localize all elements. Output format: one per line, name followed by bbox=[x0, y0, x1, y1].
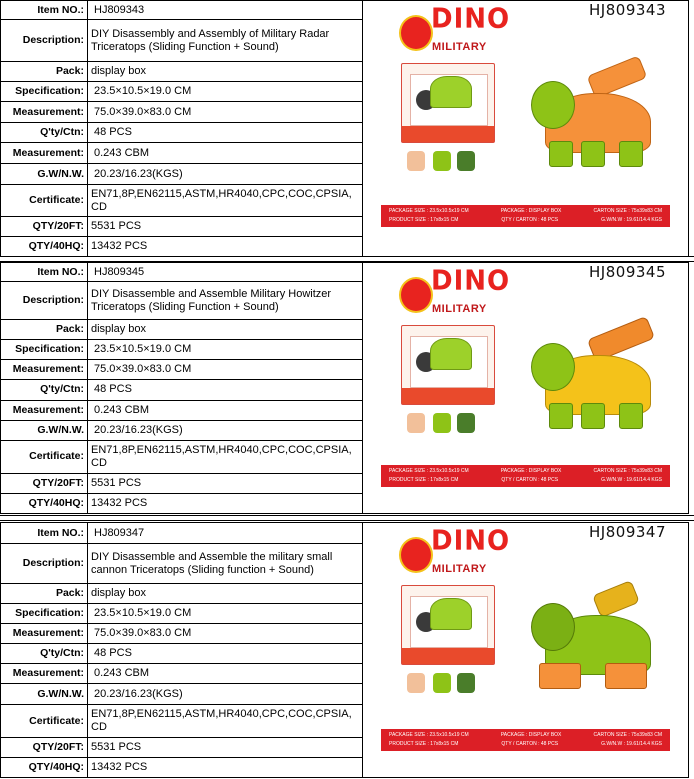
label-item-no: Item NO.: bbox=[1, 1, 88, 20]
image-item-code: HJ809347 bbox=[589, 523, 666, 541]
banner-carton-size: CARTON SIZE : 75x39x83 CM bbox=[593, 732, 662, 738]
label-item-no: Item NO.: bbox=[1, 523, 88, 544]
banner-qty-carton: QTY / CARTON : 48 PCS bbox=[501, 477, 559, 483]
banner-gw-nw: G.W/N.W : 19.61/14.4 KGS bbox=[601, 477, 662, 483]
label-certificate: Certificate: bbox=[1, 705, 88, 738]
label-qty-20ft: QTY/20FT: bbox=[1, 473, 88, 493]
label-qty-20ft: QTY/20FT: bbox=[1, 217, 88, 237]
dino-military-logo bbox=[399, 265, 511, 319]
label-specification: Specification: bbox=[1, 82, 88, 102]
banner-product-size: PRODUCT SIZE : 17x8x15 CM bbox=[389, 477, 459, 483]
label-certificate: Certificate: bbox=[1, 440, 88, 473]
value-pack: display box bbox=[88, 62, 363, 82]
product-image bbox=[363, 1, 688, 255]
product-block-3 bbox=[0, 522, 694, 778]
banner-carton-size: CARTON SIZE : 75x39x83 CM bbox=[593, 208, 662, 214]
label-measurement: Measurement: bbox=[1, 102, 88, 123]
label-cbm: Measurement: bbox=[1, 664, 88, 684]
logo-subword: MILITARY bbox=[432, 303, 487, 315]
banner-gw-nw: G.W/N.W : 19.61/14.4 KGS bbox=[601, 217, 662, 223]
label-qty-40hq: QTY/40HQ: bbox=[1, 237, 88, 257]
value-specification: 23.5×10.5×19.0 CM bbox=[88, 340, 363, 360]
value-cbm: 0.243 CBM bbox=[88, 143, 363, 164]
label-gw-nw: G.W/N.W. bbox=[1, 420, 88, 440]
value-qty-ctn: 48 PCS bbox=[88, 123, 363, 143]
label-description: Description: bbox=[1, 544, 88, 584]
value-gw-nw: 20.23/16.23(KGS) bbox=[88, 684, 363, 705]
product-block-2 bbox=[0, 262, 694, 514]
label-certificate: Certificate: bbox=[1, 185, 88, 217]
label-measurement: Measurement: bbox=[1, 360, 88, 380]
banner-qty-carton: QTY / CARTON : 48 PCS bbox=[501, 217, 559, 223]
dino-military-logo bbox=[399, 3, 511, 57]
value-qty-ctn: 48 PCS bbox=[88, 644, 363, 664]
spec-table bbox=[0, 0, 689, 257]
value-cbm: 0.243 CBM bbox=[88, 400, 363, 420]
display-box-image bbox=[401, 325, 495, 405]
banner-display-box: PACKAGE : DISPLAY BOX bbox=[500, 732, 562, 738]
value-specification: 23.5×10.5×19.0 CM bbox=[88, 604, 363, 624]
accessory-parts-image bbox=[403, 411, 483, 437]
value-measurement: 75.0×39.0×83.0 CM bbox=[88, 102, 363, 123]
logo-word: DINO bbox=[431, 3, 511, 35]
image-item-code: HJ809343 bbox=[589, 1, 666, 19]
label-item-no: Item NO.: bbox=[1, 263, 88, 282]
label-specification: Specification: bbox=[1, 604, 88, 624]
value-qty-ctn: 48 PCS bbox=[88, 380, 363, 400]
label-qty-ctn: Q'ty/Ctn: bbox=[1, 644, 88, 664]
banner-display-box: PACKAGE : DISPLAY BOX bbox=[500, 208, 562, 214]
value-gw-nw: 20.23/16.23(KGS) bbox=[88, 164, 363, 185]
product-image bbox=[363, 523, 688, 777]
label-cbm: Measurement: bbox=[1, 143, 88, 164]
label-gw-nw: G.W/N.W. bbox=[1, 164, 88, 185]
logo-subword: MILITARY bbox=[432, 41, 487, 53]
dino-military-logo bbox=[399, 525, 511, 579]
label-pack: Pack: bbox=[1, 320, 88, 340]
value-specification: 23.5×10.5×19.0 CM bbox=[88, 82, 363, 102]
radar-triceratops-toy-image bbox=[531, 61, 661, 173]
value-certificate: EN71,8P,EN62115,ASTM,HR4040,CPC,COC,CPSIA,CD bbox=[88, 705, 363, 738]
value-qty-40hq: 13432 PCS bbox=[88, 758, 363, 778]
spec-table bbox=[0, 262, 689, 514]
banner-carton-size: CARTON SIZE : 75x39x83 CM bbox=[593, 468, 662, 474]
value-cbm: 0.243 CBM bbox=[88, 664, 363, 684]
product-image-cell bbox=[363, 523, 689, 778]
value-pack: display box bbox=[88, 584, 363, 604]
spec-table bbox=[0, 522, 689, 778]
label-description: Description: bbox=[1, 282, 88, 320]
banner-package-size: PACKAGE SIZE : 23.5x10.5x19 CM bbox=[389, 732, 469, 738]
value-item-no: HJ809343 bbox=[88, 1, 363, 20]
spec-banner bbox=[381, 205, 670, 227]
value-item-no: HJ809347 bbox=[88, 523, 363, 544]
image-item-code: HJ809345 bbox=[589, 263, 666, 281]
label-qty-40hq: QTY/40HQ: bbox=[1, 758, 88, 778]
banner-package-size: PACKAGE SIZE : 23.5x10.5x19 CM bbox=[389, 468, 469, 474]
label-qty-20ft: QTY/20FT: bbox=[1, 738, 88, 758]
label-pack: Pack: bbox=[1, 584, 88, 604]
value-qty-20ft: 5531 PCS bbox=[88, 738, 363, 758]
banner-gw-nw: G.W/N.W : 19.61/14.4 KGS bbox=[601, 741, 662, 747]
spec-banner bbox=[381, 465, 670, 487]
logo-subword: MILITARY bbox=[432, 563, 487, 575]
label-qty-40hq: QTY/40HQ: bbox=[1, 493, 88, 513]
value-pack: display box bbox=[88, 320, 363, 340]
value-description: DIY Disassembly and Assembly of Military Radar Triceratops (Sliding Function + Sound) bbox=[88, 20, 363, 62]
logo-word: DINO bbox=[431, 525, 511, 557]
label-specification: Specification: bbox=[1, 340, 88, 360]
value-description: DIY Disassemble and Assemble Military Howitzer Triceratops (Sliding Function + Sound) bbox=[88, 282, 363, 320]
value-measurement: 75.0×39.0×83.0 CM bbox=[88, 624, 363, 644]
dino-head-icon bbox=[399, 537, 433, 573]
value-description: DIY Disassemble and Assemble the military small cannon Triceratops (Sliding function + Sound) bbox=[88, 544, 363, 584]
howitzer-triceratops-toy-image bbox=[531, 323, 661, 435]
value-item-no: HJ809345 bbox=[88, 263, 363, 282]
value-certificate: EN71,8P,EN62115,ASTM,HR4040,CPC,COC,CPSIA,CD bbox=[88, 440, 363, 473]
dino-head-icon bbox=[399, 277, 433, 313]
banner-qty-carton: QTY / CARTON : 48 PCS bbox=[501, 741, 559, 747]
product-image-cell bbox=[363, 1, 689, 257]
value-qty-40hq: 13432 PCS bbox=[88, 493, 363, 513]
cannon-triceratops-toy-image bbox=[531, 583, 661, 695]
label-cbm: Measurement: bbox=[1, 400, 88, 420]
value-certificate: EN71,8P,EN62115,ASTM,HR4040,CPC,COC,CPSIA,CD bbox=[88, 185, 363, 217]
label-pack: Pack: bbox=[1, 62, 88, 82]
section-divider bbox=[0, 515, 694, 521]
value-measurement: 75.0×39.0×83.0 CM bbox=[88, 360, 363, 380]
label-gw-nw: G.W/N.W. bbox=[1, 684, 88, 705]
banner-product-size: PRODUCT SIZE : 17x8x15 CM bbox=[389, 217, 459, 223]
banner-product-size: PRODUCT SIZE : 17x8x15 CM bbox=[389, 741, 459, 747]
value-qty-40hq: 13432 PCS bbox=[88, 237, 363, 257]
dino-head-icon bbox=[399, 15, 433, 51]
value-qty-20ft: 5531 PCS bbox=[88, 217, 363, 237]
product-image bbox=[363, 263, 688, 513]
value-qty-20ft: 5531 PCS bbox=[88, 473, 363, 493]
accessory-parts-image bbox=[403, 671, 483, 697]
label-description: Description: bbox=[1, 20, 88, 62]
label-qty-ctn: Q'ty/Ctn: bbox=[1, 123, 88, 143]
product-block-1 bbox=[0, 0, 694, 256]
logo-word: DINO bbox=[431, 265, 511, 297]
value-gw-nw: 20.23/16.23(KGS) bbox=[88, 420, 363, 440]
display-box-image bbox=[401, 63, 495, 143]
spec-banner bbox=[381, 729, 670, 751]
accessory-parts-image bbox=[403, 149, 483, 175]
banner-package-size: PACKAGE SIZE : 23.5x10.5x19 CM bbox=[389, 208, 469, 214]
label-measurement: Measurement: bbox=[1, 624, 88, 644]
label-qty-ctn: Q'ty/Ctn: bbox=[1, 380, 88, 400]
display-box-image bbox=[401, 585, 495, 665]
banner-display-box: PACKAGE : DISPLAY BOX bbox=[500, 468, 562, 474]
product-image-cell bbox=[363, 263, 689, 514]
